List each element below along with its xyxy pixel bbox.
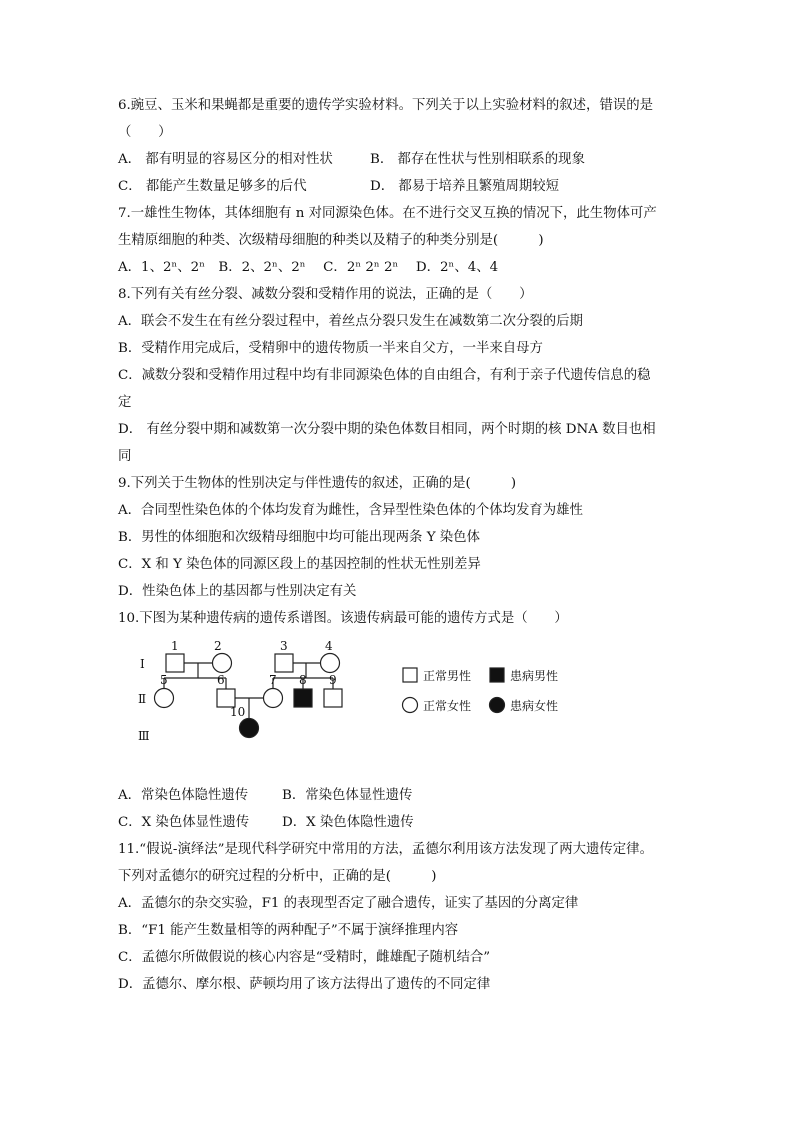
q10-options-ab	[118, 782, 678, 809]
q11-option-b: B．“F1 能产生数量相等的两种配子”不属于演绎推理内容	[118, 923, 459, 938]
q6-stem: 6.豌豆、玉米和果蝇都是重要的遗传学实验材料。下列关于以上实验材料的叙述，错误的是	[118, 98, 654, 113]
q10-options-cd	[118, 809, 678, 836]
q11-option-a: A．孟德尔的杂交实验，F1 的表现型否定了融合遗传，证实了基因的分离定律	[118, 896, 579, 911]
legend-affected-female: 患病女性	[510, 699, 559, 713]
q6-option-b: B． 都存在性状与性别相联系的现象	[370, 152, 585, 167]
id-label-6: 6	[217, 673, 225, 687]
id-label-2: 2	[214, 639, 222, 653]
legend-normal-female: 正常女性	[423, 699, 472, 713]
generation-label-1: Ⅰ	[140, 657, 145, 671]
q8-option-c-line1: C．减数分裂和受精作用过程中均有非同源染色体的自由组合，有利于亲子代遗传信息的稳	[118, 368, 651, 383]
pedigree-svg	[118, 632, 678, 782]
q6-option-d: D． 都易于培养且繁殖周期较短	[370, 179, 560, 194]
q8-stem: 8.下列有关有丝分裂、减数分裂和受精作用的说法，正确的是（ ）	[118, 287, 533, 302]
q7-stem-line2: 生精原细胞的种类、次级精母细胞的种类以及精子的种类分别是( )	[118, 233, 544, 248]
q6-option-a: A． 都有明显的容易区分的相对性状	[118, 152, 333, 167]
q11-option-d: D．孟德尔、摩尔根、萨顿均用了该方法得出了遗传的不同定律	[118, 977, 491, 992]
id-label-9: 9	[329, 673, 337, 687]
legend-affected-male: 患病男性	[510, 669, 559, 683]
q6-options-cd	[118, 173, 678, 200]
q8-option-d-line1: D． 有丝分裂中期和减数第一次分裂中期的染色体数目相同，两个时期的核 DNA 数目也相	[118, 422, 656, 437]
individual-7	[264, 689, 283, 708]
legend-normal-male-icon	[403, 668, 417, 682]
id-label-5: 5	[160, 673, 168, 687]
q6-option-c: C． 都能产生数量足够多的后代	[118, 179, 307, 194]
q8-option-a: A．联会不发生在有丝分裂过程中，着丝点分裂只发生在减数第二次分裂的后期	[118, 314, 583, 329]
q9-option-d: D．性染色体上的基因都与性别决定有关	[118, 584, 357, 599]
individual-1	[166, 654, 184, 672]
q10-option-b: B．常染色体显性遗传	[282, 788, 413, 803]
individual-4	[321, 654, 340, 673]
q10-option-d: D．X 染色体隐性遗传	[282, 815, 414, 830]
individual-3	[275, 654, 293, 672]
individual-10	[240, 719, 259, 738]
legend-affected-male-icon	[490, 668, 504, 682]
q7-options: A．1、2ⁿ、2ⁿ B．2、2ⁿ、2ⁿ C．2ⁿ 2ⁿ 2ⁿ D．2ⁿ、4、4	[118, 260, 499, 275]
q8-option-b: B．受精作用完成后，受精卵中的遗传物质一半来自父方，一半来自母方	[118, 341, 543, 356]
q7-stem-line1: 7.一雄性生物体，其体细胞有 n 对同源染色体。在不进行交叉互换的情况下，此生物体可产	[118, 206, 657, 221]
q9-option-c: C．X 和 Y 染色体的同源区段上的基因控制的性状无性别差异	[118, 557, 481, 572]
q8-option-c-line2: 定	[118, 395, 132, 410]
q10-option-a: A．常染色体隐性遗传	[118, 788, 249, 803]
id-label-10: 10	[230, 705, 246, 719]
q6-paren: （ ）	[118, 125, 172, 140]
id-label-1: 1	[171, 639, 179, 653]
id-label-3: 3	[280, 639, 288, 653]
id-label-8: 8	[299, 673, 307, 687]
q9-stem: 9.下列关于生物体的性别决定与伴性遗传的叙述，正确的是( )	[118, 476, 517, 491]
legend-normal-male: 正常男性	[423, 669, 472, 683]
individual-8	[294, 689, 312, 707]
q11-stem-line2: 下列对孟德尔的研究过程的分析中，正确的是( )	[118, 869, 437, 884]
q8-option-d-line2: 同	[118, 449, 132, 464]
legend-normal-female-icon	[403, 698, 418, 713]
q11-option-c: C．孟德尔所做假说的核心内容是“受精时，雌雄配子随机结合”	[118, 950, 491, 965]
generation-label-2: Ⅱ	[138, 692, 147, 706]
generation-label-3: Ⅲ	[138, 729, 150, 743]
individual-2	[213, 654, 232, 673]
id-label-4: 4	[325, 639, 333, 653]
pedigree-chart	[118, 632, 678, 782]
id-label-7: 7	[269, 673, 277, 687]
q9-option-a: A．合同型性染色体的个体均发育为雌性，含异型性染色体的个体均发育为雄性	[118, 503, 583, 518]
legend-affected-female-icon	[490, 698, 505, 713]
q10-option-c: C．X 染色体显性遗传	[118, 815, 250, 830]
individual-5	[155, 689, 174, 708]
q11-stem-line1: 11.“假说-演绎法”是现代科学研究中常用的方法，孟德尔利用该方法发现了两大遗传定律。	[118, 842, 653, 857]
q10-stem: 10.下图为某种遗传病的遗传系谱图。该遗传病最可能的遗传方式是（ ）	[118, 611, 568, 626]
question-sheet	[118, 92, 678, 998]
q9-option-b: B．男性的体细胞和次级精母细胞中均可能出现两条 Y 染色体	[118, 530, 480, 545]
individual-9	[324, 689, 342, 707]
q6-options-ab	[118, 146, 678, 173]
